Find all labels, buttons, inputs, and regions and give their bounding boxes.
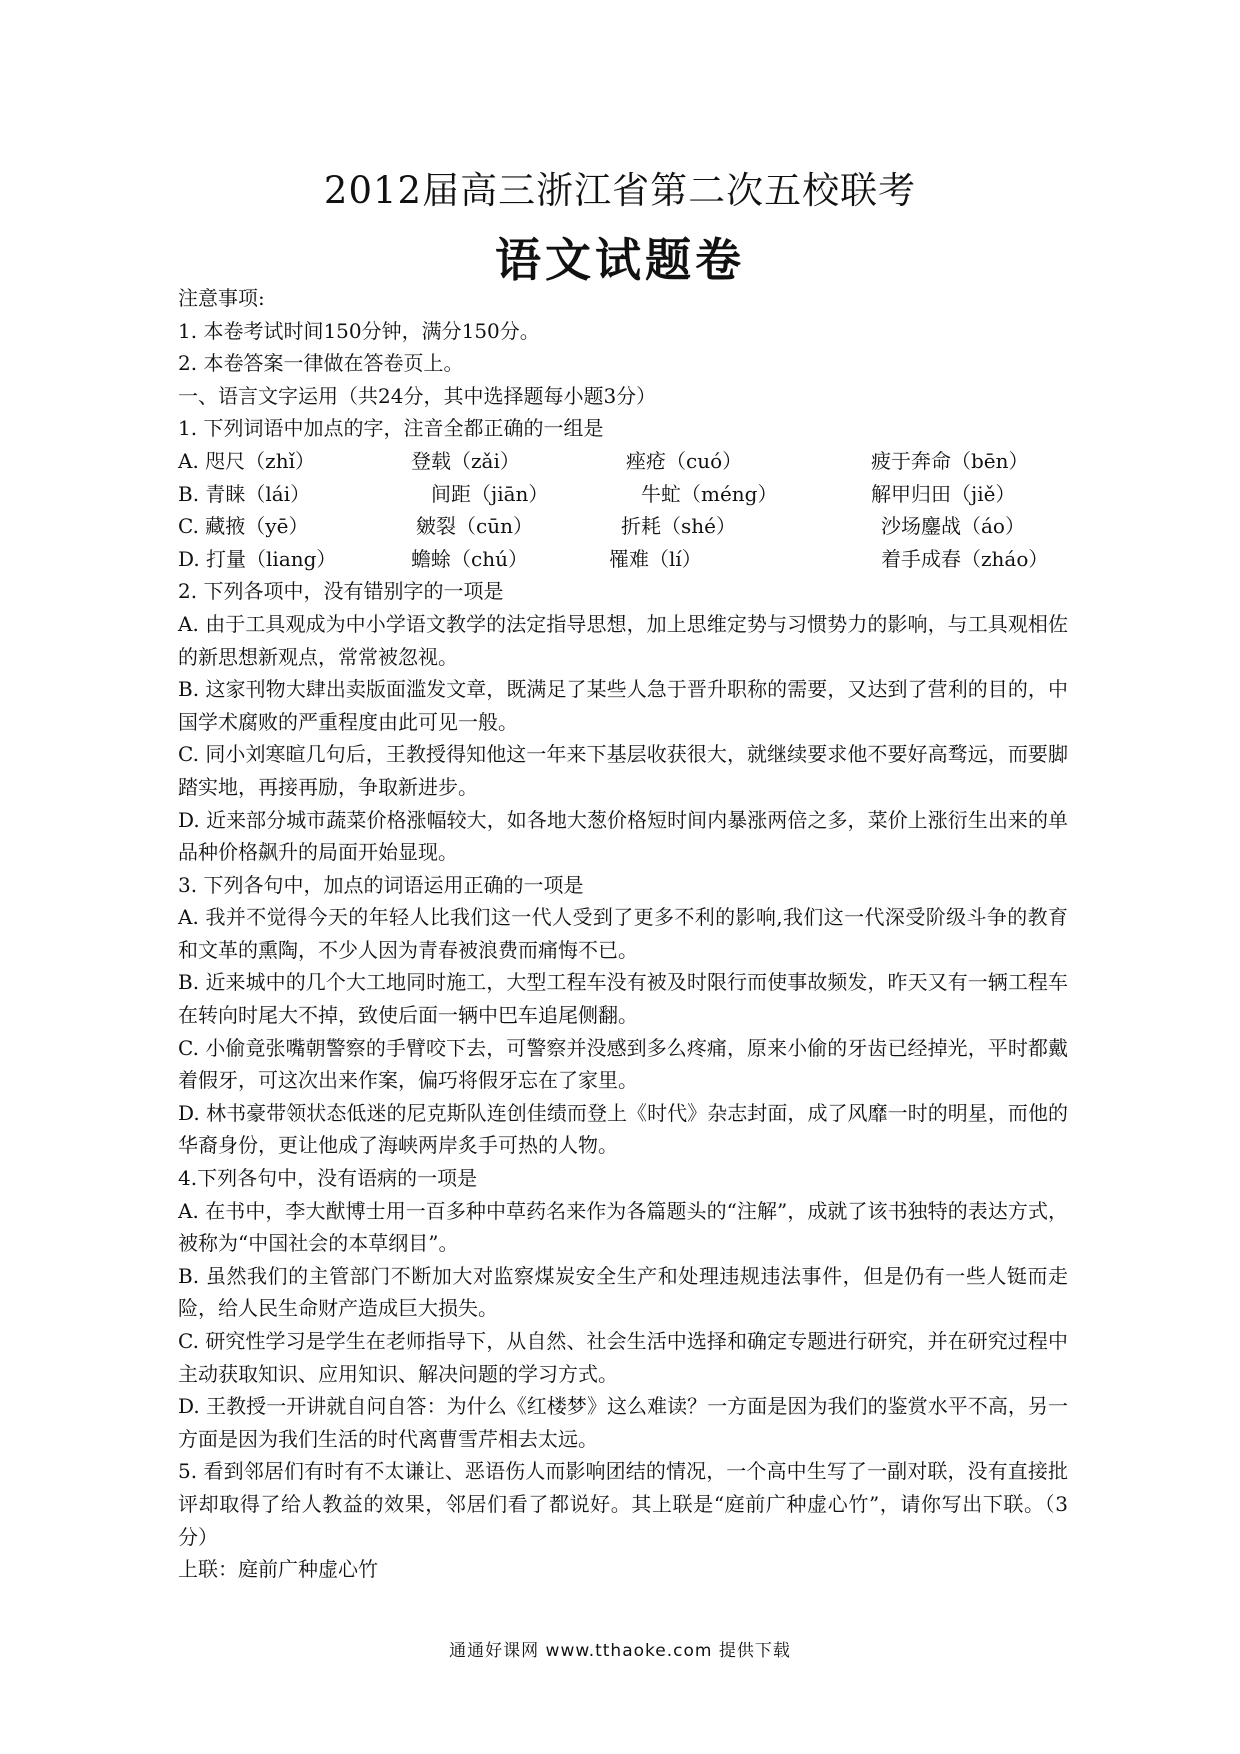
question-4-option-d: D. 王教授一开讲就自问自答：为什么《红楼梦》这么难读？一方面是因为我们的鉴赏水平不高，另一方面是因为我们生活的时代离曹雪芹相去太远。 xyxy=(178,1394,1068,1451)
notice-item: 1. 本卷考试时间150分钟，满分150分。 xyxy=(178,318,540,343)
option-word: 沙场鏖战（áo） xyxy=(881,514,1025,539)
exam-title: 语文试题卷 xyxy=(495,233,745,287)
question-3-option-d: D. 林书豪带领状态低迷的尼克斯队连创佳绩而登上《时代》杂志封面，成了风靡一时的明星，而他的华裔身份，更让他成了海峡两岸炙手可热的人物。 xyxy=(178,1100,1068,1158)
option-word: B. 青睐（lái） xyxy=(178,481,311,506)
notice-item: 2. 本卷答案一律做在答卷页上。 xyxy=(178,351,464,376)
option-word: 皴裂（cūn） xyxy=(416,514,533,539)
question-2-option-b: B. 这家刊物大肆出卖版面滥发文章，既满足了某些人急于晋升职称的需要，又达到了营利的目的，中国学术腐败的严重程度由此可见一般。 xyxy=(178,677,1068,734)
exam-subtitle: 2012届高三浙江省第二次五校联考 xyxy=(323,169,917,212)
option-word: 间距（jiān） xyxy=(431,481,549,506)
section-heading: 一、语言文字运用（共24分，其中选择题每小题3分） xyxy=(178,383,657,408)
question-4-option-b: B. 虽然我们的主管部门不断加大对监察煤炭安全生产和处理违规违法事件，但是仍有一些人铤而走险，给人民生命财产造成巨大损失。 xyxy=(178,1263,1068,1321)
option-word: 蟾蜍（chú） xyxy=(411,546,528,571)
option-word: 折耗（shé） xyxy=(621,514,736,539)
question-3-option-a: A. 我并不觉得今天的年轻人比我们这一代人受到了更多不利的影响,我们这一代深受阶级斗争的教育和文革的熏陶，不少人因为青春被浪费而痛悔不已。 xyxy=(178,905,1068,962)
question-1-row-b xyxy=(178,478,1068,511)
option-word: 疲于奔命（bēn） xyxy=(871,448,1029,473)
question-4-stem: 4.下列各句中，没有语病的一项是 xyxy=(178,1166,478,1191)
question-3-option-c: C. 小偷竟张嘴朝警察的手臂咬下去，可警察并没感到多么疼痛，原来小偷的牙齿已经掉光，平时都戴着假牙，可这次出来作案，偏巧将假牙忘在了家里。 xyxy=(178,1035,1068,1093)
question-3-stem: 3. 下列各句中，加点的词语运用正确的一项是 xyxy=(178,872,584,897)
question-1-row-d xyxy=(178,543,1068,576)
question-5-answer-line: 上联：庭前广种虚心竹 xyxy=(178,1557,378,1582)
question-3-option-b: B. 近来城中的几个大工地同时施工，大型工程车没有被及时限行而使事故频发，昨天又有一辆工程车在转向时尾大不掉，致使后面一辆中巴车追尾侧翻。 xyxy=(178,970,1068,1028)
question-5-stem: 5. 看到邻居们有时有不太谦让、恶语伤人而影响团结的情况，一个高中生写了一副对联，没有直接批评却取得了给人教益的效果，邻居们看了都说好。其上联是“庭前广种虚心竹”，请你写出下联。（3分） xyxy=(178,1459,1068,1549)
option-word: D. 打量（liang） xyxy=(178,546,337,571)
option-word: 着手成春（zháo） xyxy=(881,546,1049,571)
download-footer: 通通好课网 www.tthaoke.com 提供下载 xyxy=(449,1641,791,1661)
question-1-row-c xyxy=(178,510,1068,543)
question-2-option-c: C. 同小刘寒暄几句后，王教授得知他这一年来下基层收获很大，就继续要求他不要好高骛远，而要脚踏实地，再接再励，争取新进步。 xyxy=(178,742,1068,799)
exam-body xyxy=(178,282,1068,1586)
option-word: 牛虻（méng） xyxy=(641,481,778,506)
question-1-row-a xyxy=(178,445,1068,478)
question-2-option-a: A. 由于工具观成为中小学语文教学的法定指导思想，加上思维定势与习惯势力的影响，与工具观相佐的新思想新观点，常常被忽视。 xyxy=(178,611,1068,669)
question-4-option-a: A. 在书中，李大猷博士用一百多种中草药名来作为各篇题头的“注解”，成就了该书独特的表达方式，被称为“中国社会的本草纲目”。 xyxy=(178,1198,1068,1256)
option-word: 痤疮（cuó） xyxy=(626,448,743,473)
option-word: 罹难（lí） xyxy=(609,546,702,571)
question-2-stem: 2. 下列各项中，没有错别字的一项是 xyxy=(178,579,504,604)
question-4-option-c: C. 研究性学习是学生在老师指导下，从自然、社会生活中选择和确定专题进行研究，并在研究过程中主动获取知识、应用知识、解决问题的学习方式。 xyxy=(178,1329,1068,1386)
question-1-stem: 1. 下列词语中加点的字，注音全都正确的一组是 xyxy=(178,416,604,441)
option-word: A. 咫尺（zhǐ） xyxy=(178,448,315,473)
option-word: 解甲归田（jiě） xyxy=(871,481,1016,506)
option-word: C. 藏掖（yē） xyxy=(178,514,309,539)
notice-heading: 注意事项: xyxy=(178,286,265,310)
option-word: 登载（zǎi） xyxy=(411,448,520,473)
question-2-option-d: D. 近来部分城市蔬菜价格涨幅较大，如各地大葱价格短时间内暴涨两倍之多，菜价上涨衍生出来的单品种价格飙升的局面开始显现。 xyxy=(178,807,1068,865)
